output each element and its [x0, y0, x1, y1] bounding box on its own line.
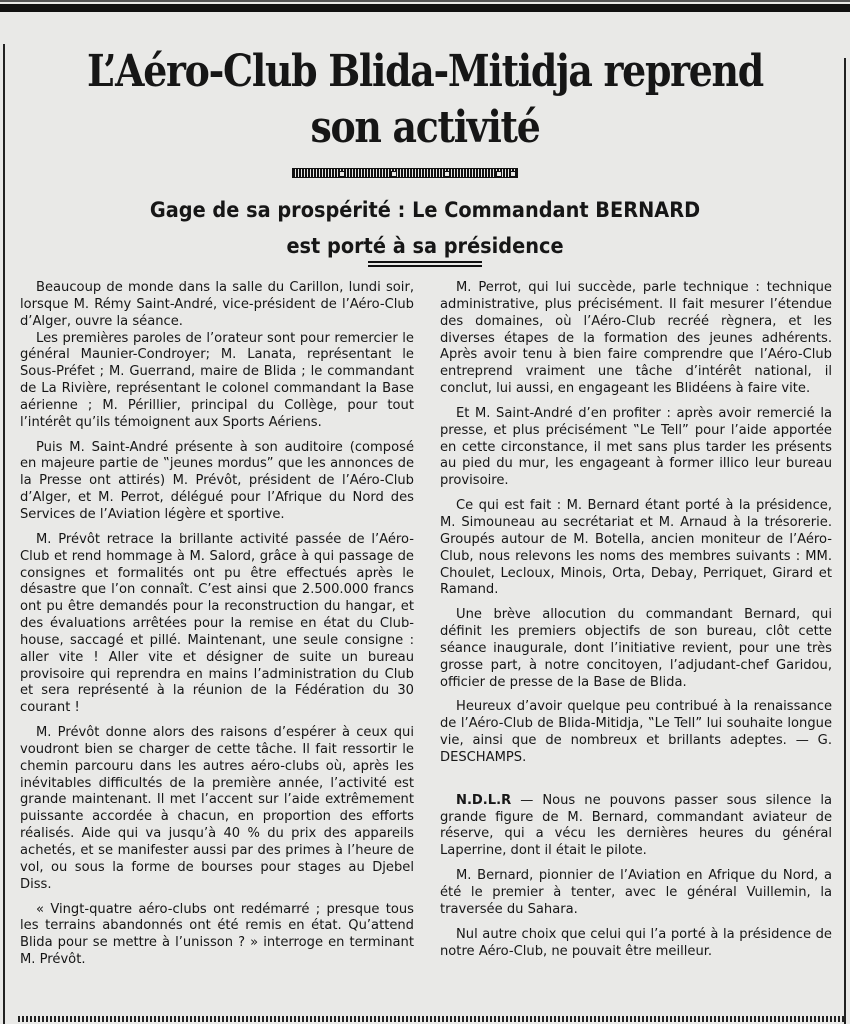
paragraph: M. Prévôt retrace la brillante activité passée de l’Aéro-Club et rend hommage à M. Salord, grâce à qui passage de consignes et formalités ont pu être effectués après le désastre que l’on connaît. C’est ainsi que 2.500.000 francs ont pu être demandés pour la reconstruction du hangar, et des évaluations arrêtées pour la remise en état du Club-house, saccagé et pillé. Maintenant, une seule consigne : aller vite ! Aller vite et désigner de suite un bureau provisoire qui reprendra en mains l’administration du Club et sera représenté à la réunion de la Fédération du 30 courant ! [20, 531, 414, 716]
article-column-left [20, 280, 414, 977]
paragraph: Puis M. Saint-André présente à son auditoire (composé en majeure partie de ‟jeunes mordus” que les annonces de la Presse ont attirés) M. Prévôt, président de l’Aéro-Club d’Alger, et M. Perrot, délégué pour l’Afrique du Nord des Services de l’Aviation légère et sportive. [20, 439, 414, 522]
bottom-dashed-rule [18, 1016, 844, 1022]
paragraph: M. Bernard, pionnier de l’Aviation en Afrique du Nord, a été le premier à tenter, avec le général Vuillemin, la traversée du Sahara. [440, 868, 832, 917]
paragraph: M. Perrot, qui lui succède, parle technique : technique administrative, plus précisément. Il fait mesurer l’étendue des domaines, où l’Aéro-Club recréé règnera, et les diverses étapes de la formation des jeunes adhérents. Après avoir tenu à bien faire comprendre que l’Aéro-Club entreprend vraiment une tâche d’intérêt national, il conclut, lui aussi, en engageant les Blidéens à faire vite. [440, 280, 832, 397]
ndlr-label: N.D.L.R [456, 792, 512, 808]
subheadline [34, 192, 816, 264]
ornament-dot [496, 171, 502, 177]
headline-line-1: L’Aéro-Club Blida-Mitidja reprend [87, 46, 763, 97]
top-thin-rule [0, 0, 850, 2]
paragraph: « Vingt-quatre aéro-clubs ont redémarré ; presque tous les terrains abandonnés ont été remis en état. Qu’attend Blida pour se mettre à l’unisson ? » interroge en terminant M. Prévôt. [20, 901, 414, 968]
left-border-rule [3, 44, 5, 1024]
paragraph: Et M. Saint-André d’en profiter : après avoir remercié la presse, et plus précisément ‟Le Tell” pour l’aide apportée en cette circonstance, il met sans plus tarder les présents au pied du mur, les engageant à former illico leur bureau provisoire. [440, 405, 832, 489]
ornamental-divider [292, 168, 518, 178]
top-thick-rule [0, 4, 850, 12]
headline-line-2: son activité [310, 102, 540, 153]
ornament-dot [444, 171, 450, 177]
ndlr-paragraph [440, 793, 832, 860]
ornament-dot [510, 171, 516, 177]
paragraph: Beaucoup de monde dans la salle du Carillon, lundi soir, lorsque M. Rémy Saint-André, vice-président de l’Aéro-Club d’Alger, ouvre la séance. [20, 280, 414, 329]
headline [60, 44, 791, 156]
ornament-dot [339, 171, 345, 177]
paragraph: Heureux d’avoir quelque peu contribué à la renaissance de l’Aéro-Club de Blida-Mitidja, ‟Le Tell” lui souhaite longue vie, ainsi que de nombreux et brillants adeptes. — G. DESCHAMPS. [440, 699, 832, 765]
subheadline-line-1: Gage de sa prospérité : Le Commandant BERNARD [149, 198, 701, 222]
paragraph: Ce qui est fait : M. Bernard étant porté à la présidence, M. Simouneau au secrétariat et M. Arnaud à la trésorerie. Groupés autour de M. Botella, ancien moniteur de l’Aéro-Club, nous relevons les noms des membres suivants : MM. Choulet, Lecloux, Minois, Orta, Debay, Perriquet, Girard et Ramand. [440, 498, 832, 598]
ndlr-text: — Nous ne pouvons passer sous silence la grande figure de M. Bernard, commandant aviateur de réserve, qui a vécu les dernières heures du général Laperrine, dont il était le pilote. [440, 792, 832, 859]
ornament-dot [391, 171, 397, 177]
article-column-right [440, 280, 832, 968]
right-border-rule [844, 58, 846, 1024]
paragraph: Nul autre choix que celui qui l’a porté à la présidence de notre Aéro-Club, ne pouvait être meilleur. [440, 926, 832, 959]
double-rule-divider [368, 261, 482, 267]
paragraph: Les premières paroles de l’orateur sont pour remercier le général Maunier-Condroyer; M. Lanata, représentant le Sous-Préfet ; M. Guerrand, maire de Blida ; le commandant de La Rivière, représentant le colonel commandant la Base aérienne ; M. Périllier, principal du Collège, pour tout l’intérêt qu’ils témoignent aux Sports Aériens. [20, 330, 414, 430]
paragraph: M. Prévôt donne alors des raisons d’espérer à ceux qui voudront bien se charger de cette tâche. Il fait ressortir le chemin parcouru dans les autres aéro-clubs où, après les inévitables difficultés de la première année, l’activité est grande maintenant. Il met l’accent sur l’aide extrêmement puissante accordée à chacun, en proportion des efforts réalisés. Aide qui va jusqu’à 40 % du prix des appareils achetés, et se manifester aussi par des primes à l’heure de vol, ou sous la forme de bourses pour stages au Djebel Diss. [20, 725, 414, 892]
paragraph: Une brève allocution du commandant Bernard, qui définit les premiers objectifs de son bureau, clôt cette séance inaugurale, dont l’initiative revient, pour une très grosse part, à notre concitoyen, l’adjudant-chef Garidou, officier de presse de la Base de Blida. [440, 607, 832, 690]
subheadline-line-2: est porté à sa présidence [286, 234, 564, 258]
